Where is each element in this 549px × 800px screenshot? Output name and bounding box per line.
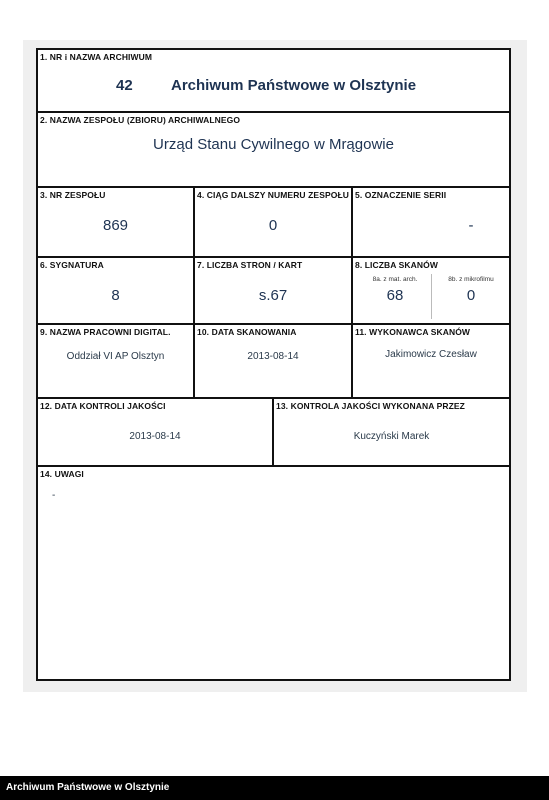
qc-date-label: 12. DATA KONTROLI JAKOŚCI: [40, 401, 166, 411]
qc-by-value: Kuczyński Marek: [353, 431, 430, 442]
fonds-name-cell: [38, 113, 509, 188]
archive-name: Archiwum Państwowe w Olsztynie: [171, 77, 417, 94]
series-value: -: [468, 217, 474, 234]
fonds-name-label: 2. NAZWA ZESPOŁU (ZBIORU) ARCHIWALNEGO: [40, 115, 241, 125]
signature-value: 8: [111, 287, 120, 304]
qc-date-cell: [38, 399, 274, 467]
fonds-number-cont-cell: [195, 188, 353, 258]
notes-cell: [38, 467, 509, 679]
fonds-number-value: 869: [102, 217, 129, 234]
lab-label: 9. NAZWA PRACOWNI DIGITAL.: [40, 327, 171, 337]
metadata-form: [36, 48, 511, 681]
scanner-cell: [353, 325, 509, 399]
pages-cell: [195, 258, 353, 325]
pages-label: 7. LICZBA STRON / KART: [197, 260, 303, 270]
lab-cell: [38, 325, 195, 399]
qc-by-cell: [274, 399, 509, 467]
archive-cell: [38, 50, 509, 113]
pages-value: s.67: [258, 287, 288, 304]
notes-value: -: [52, 490, 56, 501]
scan-date-cell: [195, 325, 353, 399]
notes-label: 14. UWAGI: [40, 469, 84, 479]
lab-value: Oddział VI AP Olsztyn: [66, 351, 165, 362]
fonds-number-label: 3. NR ZESPOŁU: [40, 190, 106, 200]
fonds-name-value: Urząd Stanu Cywilnego w Mrągowie: [153, 136, 394, 153]
fonds-number-cont-label: 4. CIĄG DALSZY NUMERU ZESPOŁU: [197, 190, 349, 200]
archive-number: 42: [116, 77, 133, 94]
fonds-number-cell: [38, 188, 195, 258]
scanner-value: Jakimowicz Czesław: [385, 349, 477, 360]
fonds-number-cont-value: 0: [268, 217, 278, 234]
qc-by-label: 13. KONTROLA JAKOŚCI WYKONANA PRZEZ: [276, 401, 465, 411]
footer-text: Archiwum Państwowe w Olsztynie: [6, 782, 170, 793]
scans-micro-value: 0: [466, 287, 476, 304]
scans-arch-value: 68: [386, 287, 404, 304]
footer-bar: [0, 776, 549, 800]
scans-micro-label: 8b. z mikrofilmu: [448, 276, 494, 283]
signature-label: 6. SYGNATURA: [40, 260, 104, 270]
scan-date-label: 10. DATA SKANOWANIA: [197, 327, 297, 337]
scans-divider: [431, 274, 432, 319]
archive-label: 1. NR i NAZWA ARCHIWUM: [40, 52, 153, 62]
series-cell: [353, 188, 509, 258]
signature-cell: [38, 258, 195, 325]
scans-arch-label: 8a. z mat. arch.: [372, 276, 418, 283]
scans-cell: [353, 258, 509, 325]
series-label: 5. OZNACZENIE SERII: [355, 190, 447, 200]
scanner-label: 11. WYKONAWCA SKANÓW: [355, 327, 471, 337]
scans-label: 8. LICZBA SKANÓW: [355, 260, 438, 270]
scan-date-value: 2013-08-14: [247, 351, 299, 362]
qc-date-value: 2013-08-14: [129, 431, 181, 442]
